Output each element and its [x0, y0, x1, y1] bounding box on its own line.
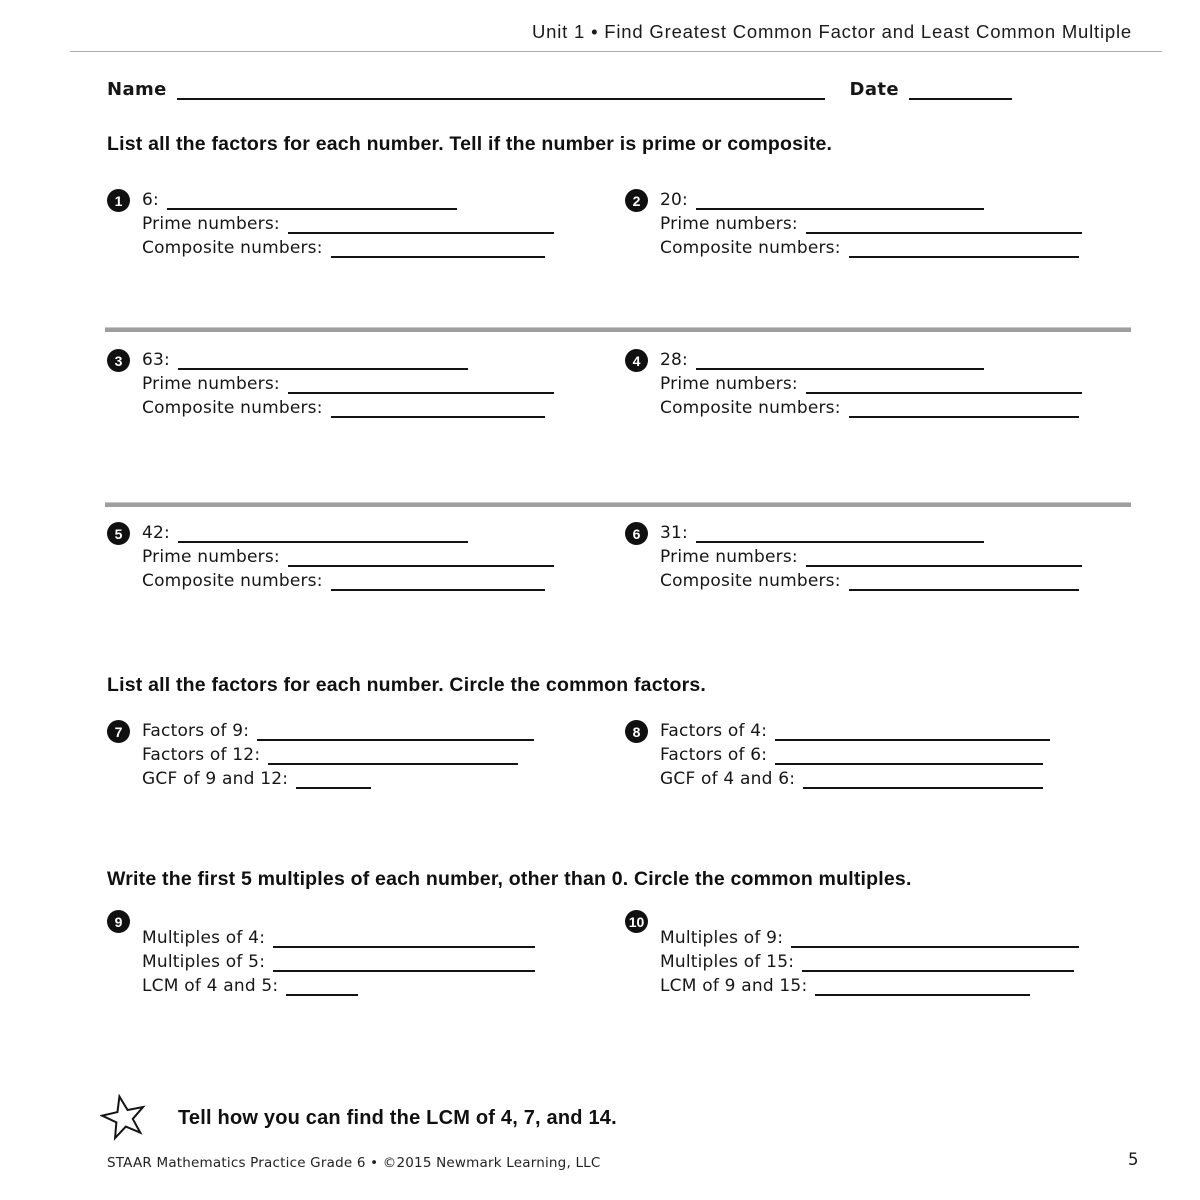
problem-7 [107, 717, 625, 789]
problem-2-factors-blank[interactable] [696, 191, 984, 210]
problem-10-multiples-15-label: Multiples of 15: [660, 952, 795, 972]
section3-instruction: Write the first 5 multiples of each number, other than 0. Circle the common multiples. [107, 868, 912, 890]
problem-3-prime-label: Prime numbers: [142, 374, 280, 394]
problem-2-composite-label: Composite numbers: [660, 238, 841, 258]
problem-6-composite-blank[interactable] [849, 572, 1079, 591]
problem-9-multiples-5-label: Multiples of 5: [142, 952, 266, 972]
date-label: Date [849, 79, 899, 100]
problem-4-prime-blank[interactable] [806, 375, 1082, 394]
separator-line [105, 502, 1131, 507]
problem-3-number-label: 63: [142, 350, 170, 370]
problem-2-prime-blank[interactable] [806, 215, 1082, 234]
problem-7-factors-9-blank[interactable] [257, 722, 534, 741]
problem-1 [107, 186, 625, 258]
header-divider-line [70, 51, 1162, 52]
problem-9-lcm-label: LCM of 4 and 5: [142, 976, 279, 996]
problem-1-number-label: 6: [142, 190, 159, 210]
problem-6-prime-blank[interactable] [806, 548, 1082, 567]
problem-8-factors-4-label: Factors of 4: [660, 721, 768, 741]
problem-10 [625, 910, 1150, 996]
problem-7-gcf-blank[interactable] [296, 770, 371, 789]
problem-8-number-badge: 8 [625, 720, 648, 743]
problem-9-multiples-5-blank[interactable] [273, 953, 535, 972]
problem-1-composite-blank[interactable] [331, 239, 545, 258]
problem-6-composite-label: Composite numbers: [660, 571, 841, 591]
problem-10-number-badge: 10 [625, 910, 648, 933]
problem-4-prime-label: Prime numbers: [660, 374, 798, 394]
problem-4-composite-label: Composite numbers: [660, 398, 841, 418]
problem-2-prime-label: Prime numbers: [660, 214, 798, 234]
section1-instruction: List all the factors for each number. Tell if the number is prime or composite. [107, 133, 833, 155]
problem-3-composite-blank[interactable] [331, 399, 545, 418]
problem-8-factors-4-blank[interactable] [775, 722, 1050, 741]
name-blank-line[interactable] [177, 79, 826, 100]
problem-1-prime-blank[interactable] [288, 215, 554, 234]
problem-row-4 [107, 717, 1150, 789]
problem-3-factors-blank[interactable] [178, 351, 468, 370]
problem-9-multiples-4-label: Multiples of 4: [142, 928, 266, 948]
problem-10-lcm-label: LCM of 9 and 15: [660, 976, 808, 996]
problem-6-prime-label: Prime numbers: [660, 547, 798, 567]
problem-4-composite-blank[interactable] [849, 399, 1079, 418]
problem-3 [107, 346, 625, 418]
problem-9-lcm-blank[interactable] [286, 977, 358, 996]
problem-8-gcf-label: GCF of 4 and 6: [660, 769, 796, 789]
problem-9-multiples-4-blank[interactable] [273, 929, 535, 948]
problem-5-prime-blank[interactable] [288, 548, 554, 567]
problem-8-factors-6-blank[interactable] [775, 746, 1043, 765]
problem-7-factors-9-label: Factors of 9: [142, 721, 250, 741]
problem-1-composite-label: Composite numbers: [142, 238, 323, 258]
problem-7-factors-12-label: Factors of 12: [142, 745, 261, 765]
problem-5-number-label: 42: [142, 523, 170, 543]
problem-2-number-label: 20: [660, 190, 688, 210]
problem-10-lcm-blank[interactable] [815, 977, 1030, 996]
problem-row-2 [107, 346, 1150, 418]
problem-8-factors-6-label: Factors of 6: [660, 745, 768, 765]
problem-5 [107, 519, 625, 591]
problem-row-5 [107, 910, 1150, 996]
problem-4-number-label: 28: [660, 350, 688, 370]
problem-8-gcf-blank[interactable] [803, 770, 1043, 789]
problem-6-factors-blank[interactable] [696, 524, 984, 543]
problem-2-composite-blank[interactable] [849, 239, 1079, 258]
name-date-row [107, 79, 1012, 100]
problem-1-number-badge: 1 [107, 189, 130, 212]
problem-6-number-badge: 6 [625, 522, 648, 545]
section2-instruction: List all the factors for each number. Circle the common factors. [107, 674, 707, 696]
problem-row-3 [107, 519, 1150, 591]
page-header-title: Unit 1 • Find Greatest Common Factor and Least Common Multiple [532, 21, 1132, 42]
problem-3-number-badge: 3 [107, 349, 130, 372]
problem-4-factors-blank[interactable] [696, 351, 984, 370]
problem-5-composite-blank[interactable] [331, 572, 545, 591]
separator-line [105, 327, 1131, 332]
name-label: Name [107, 79, 167, 100]
problem-5-factors-blank[interactable] [178, 524, 468, 543]
star-prompt-row [100, 1094, 617, 1142]
problem-8 [625, 717, 1150, 789]
problem-7-gcf-label: GCF of 9 and 12: [142, 769, 289, 789]
problem-10-multiples-9-label: Multiples of 9: [660, 928, 784, 948]
page-number: 5 [1128, 1150, 1139, 1169]
problem-7-number-badge: 7 [107, 720, 130, 743]
problem-row-1 [107, 186, 1150, 258]
problem-9 [107, 910, 625, 996]
problem-10-multiples-9-blank[interactable] [791, 929, 1079, 948]
problem-4 [625, 346, 1150, 418]
problem-4-number-badge: 4 [625, 349, 648, 372]
problem-7-factors-12-blank[interactable] [268, 746, 518, 765]
footer-credit: STAAR Mathematics Practice Grade 6 • ©2015 Newmark Learning, LLC [107, 1155, 601, 1171]
star-prompt-text: Tell how you can find the LCM of 4, 7, and 14. [178, 1106, 617, 1129]
problem-2-number-badge: 2 [625, 189, 648, 212]
problem-6-number-label: 31: [660, 523, 688, 543]
problem-3-prime-blank[interactable] [288, 375, 554, 394]
problem-3-composite-label: Composite numbers: [142, 398, 323, 418]
problem-9-number-badge: 9 [107, 910, 130, 933]
problem-10-multiples-15-blank[interactable] [802, 953, 1074, 972]
problem-5-number-badge: 5 [107, 522, 130, 545]
problem-1-prime-label: Prime numbers: [142, 214, 280, 234]
star-icon [100, 1094, 148, 1142]
problem-1-factors-blank[interactable] [167, 191, 457, 210]
problem-5-composite-label: Composite numbers: [142, 571, 323, 591]
date-blank-line[interactable] [909, 79, 1012, 100]
problem-5-prime-label: Prime numbers: [142, 547, 280, 567]
problem-2 [625, 186, 1150, 258]
problem-6 [625, 519, 1150, 591]
